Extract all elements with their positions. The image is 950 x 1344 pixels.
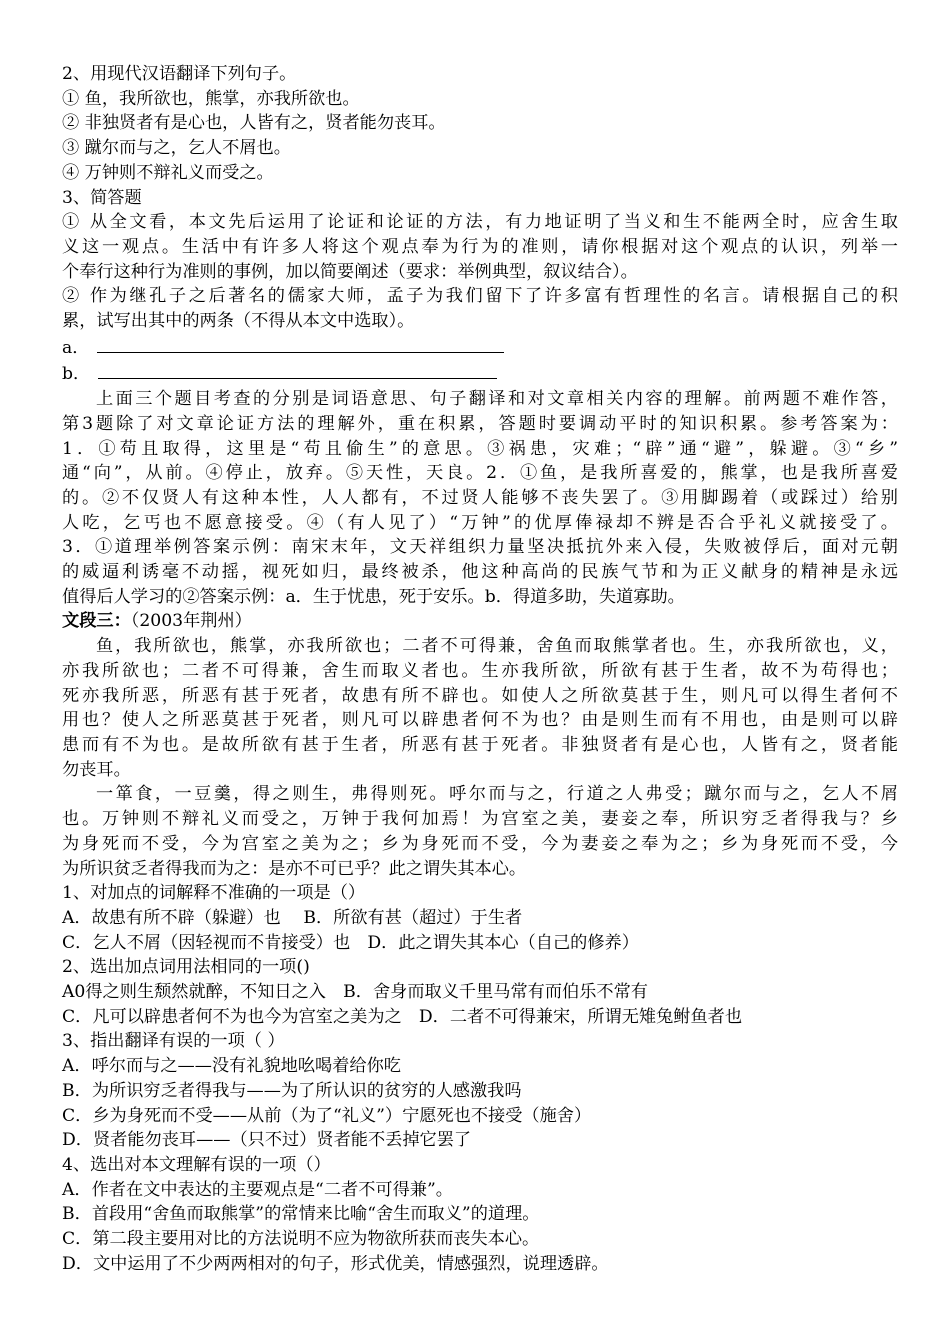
mc-question-2: 2、选出加点词用法相同的一项() [62,957,310,978]
mc-question-2-options: A0得之则生颓然就醉，不知日之入 B．舍身而取义千里马常有而伯乐不常有 [62,982,648,1003]
answer-line-b-label: b． [62,364,91,385]
short-answer-2-line: ② 作为继孔子之后著名的儒家大师，孟子为我们留下了许多富有哲理性的名言。请根据自己的积 [62,286,898,307]
question-2-heading: 2、用现代汉语翻译下列句子。 [62,64,297,84]
reference-answer-line: 3．①道理举例答案示例：南宋末年，文天祥组织力量坚决抵抗外来入侵，失败被俘后，面对元朝 [62,537,898,558]
passage-text-line: 患而有不为也。是故所欲有甚于生者，所恶有甚于死者。非独贤者有是心也，人皆有之，贤者能 [62,734,898,755]
passage-text-line: 为身死而不受，今为宫室之美为之；乡为身死而不受，今为妻妾之奉为之；乡为身死而不受，今 [62,833,898,854]
translate-item-1: ① 鱼，我所欲也，熊掌，亦我所欲也。 [62,88,360,109]
mc-question-3: 3、指出翻译有误的一项（ ） [62,1031,285,1052]
answer-line-a [62,334,898,361]
answer-blank-a [97,334,504,353]
question-3-heading: 3、简答题 [62,187,142,208]
passage-3-title: 文段三： [62,611,131,632]
reference-answer-line: 值得后人学习的②答案示例：a．生于忧患，死于安乐。b．得道多助，失道寡助。 [62,586,685,607]
analysis-paragraph-line: 第3题除了对文章论证方法的理解外，重在积累，答题时要调动平时的知识积累。参考答案为： [62,413,898,434]
mc-question-3-option-b: B．为所识穷乏者得我与——为了所认识的贫穷的人感激我吗 [62,1080,522,1101]
short-answer-2-line: 累，试写出其中的两条（不得从本文中选取）。 [62,311,415,332]
mc-question-3-option-d: D．贤者能勿丧耳——（只不过）贤者能不丢掉它罢了 [62,1130,472,1151]
mc-question-4: 4、选出对本文理解有误的一项（） [62,1154,331,1175]
document-page [62,62,898,1276]
reference-answer-line: 1．①苟且取得，这里是“苟且偷生”的意思。③祸患，灾难；“辟”通“避”，躲避。③“乡” [62,438,898,459]
passage-3-heading [62,609,898,634]
passage-text-line: 一箪食，一豆羹，得之则生，弗得则死。呼尔而与之，行道之人弗受；蹴尔而与之，乞人不屑 [96,784,898,805]
answer-line-a-label: a． [62,337,90,358]
passage-text-line: 鱼，我所欲也，熊掌，亦我所欲也；二者不可得兼，舍鱼而取熊掌者也。生，亦我所欲也，义， [96,636,898,657]
translate-item-2: ② 非独贤者有是心也，人皆有之，贤者能勿丧耳。 [62,113,446,134]
passage-3-source: （2003年荆州） [130,611,252,632]
answer-blank-b [98,360,497,379]
passage-text-line: 也。万钟则不辩礼义而受之，万钟于我何加焉！为宫室之美，妻妾之奉，所识穷乏者得我与？乡 [62,809,898,830]
translate-item-4: ④ 万钟则不辩礼义而受之。 [62,162,274,183]
mc-question-3-option-a: A．呼尔而与之——没有礼貌地吆喝着给你吃 [62,1056,401,1077]
reference-answer-line: 通“向”，从前。④停止，放弃。⑤天性，天良。2．①鱼，是我所喜爱的，熊掌，也是我所喜爱 [62,463,898,484]
passage-text-line: 勿丧耳。 [62,759,131,780]
passage-text-line: 为所识贫乏者得我而为之：是亦不可已乎？此之谓失其本心。 [62,858,527,879]
short-answer-1-line: 义这一观点。生活中有许多人将这个观点奉为行为的准则，请你根据对这个观点的认识，列举一 [62,236,898,257]
reference-answer-line: 人吃，乞丐也不愿意接受。④（有人见了）“万钟”的优厚俸禄却不辨是否合乎礼义就接受了。 [62,512,898,533]
passage-text-line: 亦我所欲也；二者不可得兼，舍生而取义者也。生亦我所欲，所欲有甚于生者，故不为苟得也； [62,660,898,681]
mc-question-4-option-c: C．第二段主要用对比的方法说明不应为物欲所获而丧失本心。 [62,1229,540,1250]
translate-item-3: ③ 蹴尔而与之，乞人不屑也。 [62,138,291,159]
answer-line-b [62,360,898,387]
mc-question-4-option-b: B．首段用“舍鱼而取熊掌”的常情来比喻“舍生而取义”的道理。 [62,1204,540,1225]
short-answer-1-line: ① 从全文看，本文先后运用了论证和论证的方法，有力地证明了当义和生不能两全时，应舍生取 [62,212,898,233]
short-answer-1-line: 个奉行这种行为准则的事例，加以简要阐述（要求：举例典型，叙议结合）。 [62,261,638,282]
mc-question-4-option-d: D．文中运用了不少两两相对的句子，形式优美，情感强烈，说理透辟。 [62,1253,609,1274]
reference-answer-line: 的威逼利诱毫不动摇，视死如归，最终被杀，他这种高尚的民族气节和为正义献身的精神是永远 [62,562,898,583]
mc-question-3-option-c: C．乡为身死而不受——从前（为了“礼义”）宁愿死也不接受（施舍） [62,1105,592,1126]
passage-text-line: 死亦我所恶，所恶有甚于死者，故患有所不辟也。如使人之所欲莫甚于生，则凡可以得生者何不 [62,685,898,706]
passage-text-line: 用也？使人之所恶莫甚于死者，则凡可以辟患者何不为也？由是则生而有不用也，由是则可以辟 [62,710,898,731]
mc-question-1: 1、对加点的词解释不准确的一项是（） [62,883,366,904]
analysis-paragraph-line: 上面三个题目考查的分别是词语意思、句子翻译和对文章相关内容的理解。前两题不难作答， [96,389,898,410]
mc-question-1-options: A．故患有所不辟（躲避）也 B．所欲有甚（超过）于生者 [62,907,523,928]
mc-question-4-option-a: A．作者在文中表达的主要观点是“二者不可得兼”。 [62,1179,453,1200]
mc-question-1-options: C．乞人不屑（因轻视而不肯接受）也 D．此之谓失其本心（自己的修养） [62,932,639,953]
reference-answer-line: 的。②不仅贤人有这种本性，人人都有，不过贤人能够不丧失罢了。③用脚踢着（或踩过）给别 [62,487,898,508]
mc-question-2-options: C．凡可以辟患者何不为也今为宫室之美为之 D．二者不可得兼宋，所谓无雉兔鲋鱼者也 [62,1006,743,1027]
